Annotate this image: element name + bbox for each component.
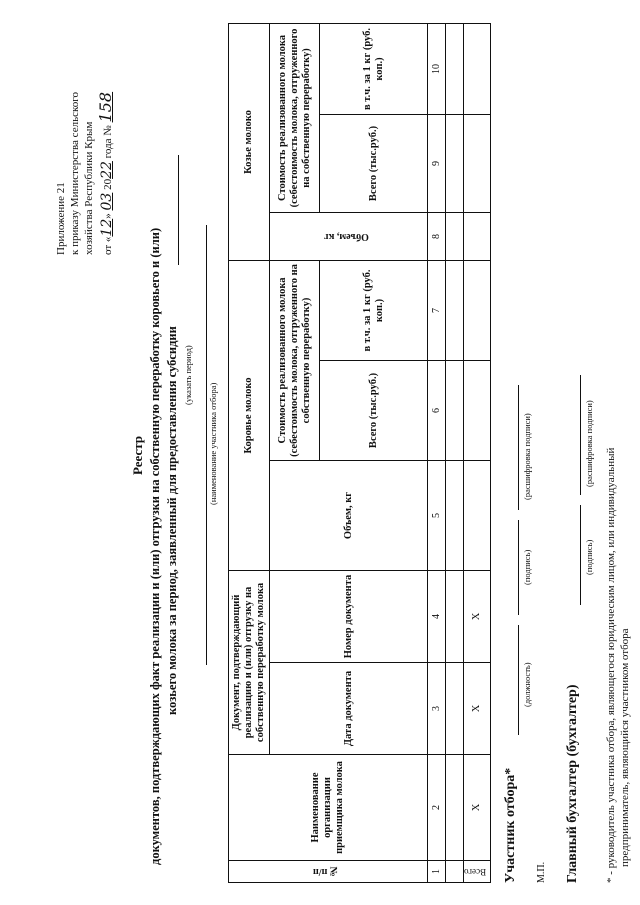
table-cell [464,360,491,460]
table-cell [446,114,464,212]
table-cell [446,663,464,755]
date-day: 12 [99,218,115,237]
col-document-number-header: Номер документа [270,570,428,662]
col-number-header: №п/п [229,861,428,883]
participant-signature-line [518,520,519,615]
participant-underline [206,225,207,665]
registry-heading: Реестр [130,435,145,475]
table-cell [464,212,491,260]
table-cell [464,260,491,360]
table-cell [464,23,491,114]
goat-volume-header: Объем, кг [270,212,428,260]
total-mark-date: X [464,663,491,755]
registry-title-line-1: документов, подтверждающих факт реализации и (или) отгрузки на собственную переработку коровьего и (или) [148,227,162,865]
goat-per-kg-header: в т.ч. за 1 кг (руб. коп.) [320,23,428,114]
col-number-7: 7 [428,260,446,360]
col-receiver-header: Наименование организации приемщика молока [229,755,428,861]
accountant-signature-caption: (подпись) [584,539,594,575]
table-row [446,861,464,883]
accountant-signature-line [580,505,581,605]
footnote-line-1: * - руководитель участника отбора, являющегося юридическим лицом, или индивидуальный [605,447,617,883]
appendix-date-line [96,92,115,255]
accountant-label: Главный бухгалтер (бухгалтер) [565,684,580,883]
col-document-group-header: Документ, подтверждающий реализацию и (или) отгрузку на собственную переработку молока [229,570,270,754]
table-cell [446,360,464,460]
total-row-label: Всего [464,861,491,883]
date-year: 22 [99,161,115,179]
col-number-6: 6 [428,360,446,460]
period-caption: (указать период) [183,345,193,405]
table-cell [446,755,464,861]
registry-title-line-2: козьего молока за период, заявленный для предоставления субсидии [165,326,179,715]
date-month: 03 [99,192,115,211]
period-underline [178,155,179,265]
participant-decoding-line [518,385,519,510]
appendix-line-3: хозяйства Республики Крым [83,121,95,255]
date-mid: » [102,213,114,219]
cow-volume-header: Объем, кг [270,460,428,570]
year-prefix: 20 [102,178,114,190]
year-suffix: года № [102,125,114,159]
participant-signature-caption: (подпись) [522,549,532,585]
total-mark-receiver: X [464,755,491,861]
total-mark-number: X [464,570,491,662]
goat-total-rub-header: Всего (тыс.руб.) [320,114,428,212]
stamp-place: М.П. [536,861,547,883]
cow-per-kg-header: в т.ч. за 1 кг (руб. коп.) [320,260,428,360]
col-number-8: 8 [428,212,446,260]
table-cell [446,23,464,114]
position-line [518,625,519,735]
table-cell [446,570,464,662]
participant-decoding-caption: (расшифровка подписи) [522,413,532,500]
col-number-2: 2 [428,755,446,861]
cow-total-rub-header: Всего (тыс.руб.) [320,360,428,460]
accountant-decoding-caption: (расшифровка подписи) [584,400,594,487]
goat-cost-group-header: Стоимость реализованного молока (себестоимость молока, отгруженного на собственную переработку) [270,23,320,212]
col-number-3: 3 [428,663,446,755]
table-cell [464,460,491,570]
col-number-4: 4 [428,570,446,662]
cow-cost-group-header: Стоимость реализованного молока (себестоимость молока, отгруженного на собственную переработку) [270,260,320,460]
col-document-date-header: Дата документа [270,663,428,755]
accountant-decoding-line [580,375,581,495]
table-cell [464,114,491,212]
goat-milk-header: Козье молоко [229,23,270,260]
order-number: 158 [96,91,115,123]
col-number-10: 10 [428,23,446,114]
col-number-1: 1 [428,861,446,883]
cow-milk-header: Коровье молоко [229,260,270,570]
appendix-line-2: к приказу Министерства сельского [69,92,81,255]
participant-label: Участник отбора* [503,767,518,883]
position-caption: (должность) [522,662,532,707]
table-cell [446,260,464,360]
col-number-5: 5 [428,460,446,570]
date-prefix: от « [102,236,114,255]
registry-table [228,23,491,883]
footnote-line-2: предприниматель, являющийся участником отбора [619,628,631,867]
table-cell [446,212,464,260]
col-number-9: 9 [428,114,446,212]
table-cell [446,460,464,570]
appendix-line-1: Приложение 21 [55,182,67,255]
participant-caption: (наименование участника отбора) [208,382,218,505]
